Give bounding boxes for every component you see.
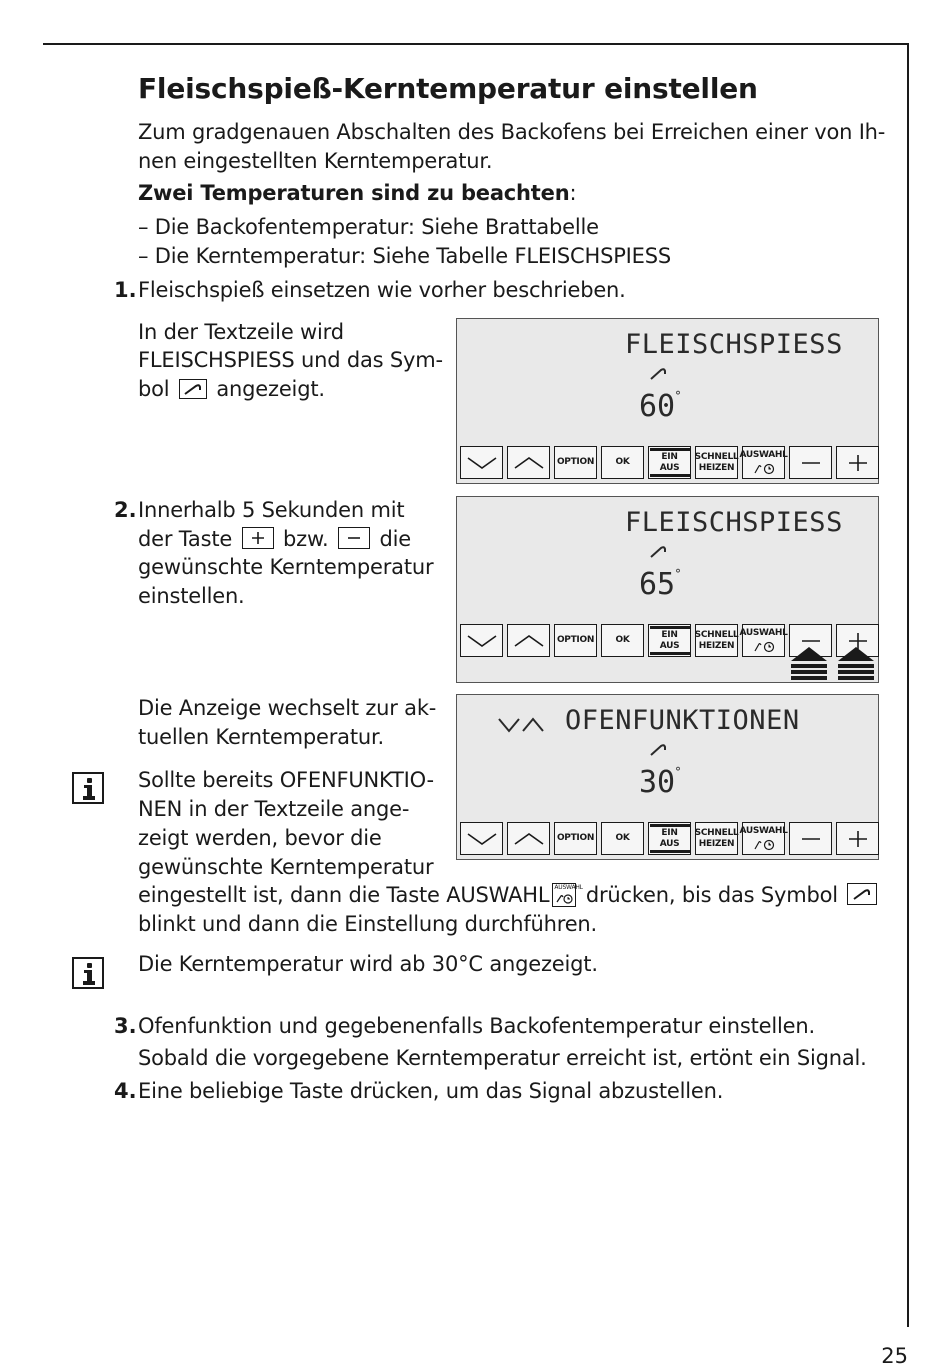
lcd-text-line: OFENFUNKTIONEN: [565, 705, 800, 736]
intro-line-1: Zum gradgenauen Abschalten des Backofens bei Erreichen einer von Ih-: [138, 120, 886, 144]
bold-label: Zwei Temperaturen sind zu beachten: [138, 181, 570, 205]
desc-3-a: bol: [138, 377, 170, 401]
ein-label: EIN: [650, 448, 690, 463]
info-icon: [72, 772, 104, 804]
display-change-line-2: tuellen Kerntemperatur.: [138, 725, 384, 749]
chevron-down-icon: [464, 829, 500, 849]
probe-clock-icon: [750, 461, 778, 475]
option-key[interactable]: [554, 624, 597, 657]
auswahl-label: AUSWAHL: [739, 450, 788, 460]
schnellheizen-key[interactable]: [695, 624, 738, 657]
schnell-label: SCHNELL: [694, 827, 739, 838]
minus-icon: [796, 453, 826, 473]
probe-clock-icon: [750, 837, 778, 851]
auswahl-key[interactable]: [739, 446, 788, 479]
chevron-down-icon: [464, 453, 500, 473]
step-1-desc-3: [138, 375, 325, 404]
probe-clock-icon: [750, 639, 778, 653]
note-1-line-4: gewünschte Kerntemperatur: [138, 855, 434, 879]
lcd-degree: °: [675, 765, 681, 779]
ok-label: OK: [615, 457, 630, 467]
option-label: OPTION: [556, 833, 595, 843]
step-1-desc-1: In der Textzeile wird: [138, 320, 344, 344]
auswahl-small-label: AUSWAHL: [554, 884, 583, 891]
lcd-temperature: 30: [639, 765, 676, 800]
option-label: OPTION: [556, 635, 595, 645]
step-2-line-3: gewünschte Kerntemperatur: [138, 555, 434, 579]
note-2-text: Die Kerntemperatur wird ab 30°C angezeigt.: [138, 952, 598, 976]
line-5-b: drücken, bis das Symbol: [585, 883, 838, 907]
display-change-line-1: Die Anzeige wechselt zur ak-: [138, 696, 437, 720]
heizen-label: HEIZEN: [698, 838, 735, 849]
ein-aus-key[interactable]: [648, 446, 691, 479]
schnell-label: SCHNELL: [694, 451, 739, 462]
line-2-a: der Taste: [138, 527, 233, 551]
up-key[interactable]: [507, 624, 550, 657]
option-key[interactable]: [554, 446, 597, 479]
page-number: 25: [881, 1344, 908, 1368]
minus-key-icon: [338, 527, 370, 549]
bullet-oven-temp: – Die Backofentemperatur: Siehe Brattabelle: [138, 215, 599, 239]
meat-probe-symbol-icon: [847, 883, 877, 905]
control-panel-display: [456, 496, 879, 683]
lcd-text-line: FLEISCHSPIESS: [625, 329, 843, 360]
intro-bold-line: [138, 179, 576, 208]
line-5-a: eingestellt ist, dann die Taste AUSWAHL: [138, 883, 550, 907]
ein-aus-key[interactable]: [648, 624, 691, 657]
plus-key-icon: [242, 527, 274, 549]
step-2-line-4: einstellen.: [138, 584, 245, 608]
step-1-number: 1.: [114, 278, 137, 302]
lcd-temperature: 65: [639, 567, 676, 602]
up-key[interactable]: [507, 446, 550, 479]
ok-key[interactable]: [601, 446, 644, 479]
step-4-text: Eine beliebige Taste drücken, um das Signal abzustellen.: [138, 1079, 724, 1103]
step-2-line-2: [138, 525, 411, 554]
auswahl-key[interactable]: [739, 822, 788, 855]
meat-probe-icon: [649, 543, 673, 559]
ein-label: EIN: [650, 824, 690, 839]
step-2-line-1: Innerhalb 5 Sekunden mit: [138, 498, 405, 522]
lcd-degree: °: [675, 389, 681, 403]
lcd-text-line: FLEISCHSPIESS: [625, 507, 843, 538]
option-label: OPTION: [556, 457, 595, 467]
info-icon: [72, 957, 104, 989]
auswahl-key-icon: [552, 883, 583, 907]
auswahl-label: AUSWAHL: [739, 628, 788, 638]
line-2-c: die: [379, 527, 411, 551]
step-1-desc-2: FLEISCHSPIESS und das Sym-: [138, 348, 443, 372]
schnellheizen-key[interactable]: [695, 822, 738, 855]
bold-colon: :: [569, 181, 577, 205]
plus-icon: [843, 829, 873, 849]
note-1-line-6: blinkt und dann die Einstellung durchführen.: [138, 912, 598, 936]
down-key[interactable]: [460, 822, 503, 855]
heizen-label: HEIZEN: [698, 640, 735, 651]
schnell-label: SCHNELL: [694, 629, 739, 640]
chevron-down-up-icon: [497, 713, 567, 735]
ok-label: OK: [615, 833, 630, 843]
ein-aus-key[interactable]: [648, 822, 691, 855]
step-4-number: 4.: [114, 1079, 137, 1103]
aus-label: AUS: [650, 839, 690, 853]
control-panel-display: [456, 694, 879, 860]
step-3-line-1: Ofenfunktion und gegebenenfalls Backofentemperatur einstellen.: [138, 1014, 815, 1038]
plus-key[interactable]: [836, 822, 879, 855]
step-1-text: Fleischspieß einsetzen wie vorher beschrieben.: [138, 278, 626, 302]
lcd-degree: °: [675, 567, 681, 581]
ok-key[interactable]: [601, 822, 644, 855]
step-2-number: 2.: [114, 498, 137, 522]
top-rule: [43, 43, 909, 45]
intro-line-2: nen eingestellten Kerntemperatur.: [138, 149, 493, 173]
note-1-line-2: NEN in der Textzeile ange-: [138, 797, 410, 821]
step-3-line-2: Sobald die vorgegebene Kerntemperatur erreicht ist, ertönt ein Signal.: [138, 1046, 867, 1070]
ok-key[interactable]: [601, 624, 644, 657]
minus-icon: [796, 829, 826, 849]
meat-probe-icon: [649, 365, 673, 381]
aus-label: AUS: [650, 641, 690, 655]
press-arrow-icon: [787, 645, 831, 681]
right-rule: [907, 43, 909, 1327]
plus-key[interactable]: [836, 446, 879, 479]
desc-3-b: angezeigt.: [216, 377, 325, 401]
schnellheizen-key[interactable]: [695, 446, 738, 479]
note-1-line-1: Sollte bereits OFENFUNKTIO-: [138, 768, 434, 792]
up-key[interactable]: [507, 822, 550, 855]
chevron-down-icon: [464, 631, 500, 651]
key-row: [460, 446, 877, 480]
ein-label: EIN: [650, 626, 690, 641]
meat-probe-symbol-icon: [179, 379, 207, 399]
plus-icon: [843, 453, 873, 473]
bullet-core-temp: – Die Kerntemperatur: Siehe Tabelle FLEISCHSPIESS: [138, 244, 671, 268]
ok-label: OK: [615, 635, 630, 645]
heizen-label: HEIZEN: [698, 462, 735, 473]
step-3-number: 3.: [114, 1014, 137, 1038]
note-1-line-3: zeigt werden, bevor die: [138, 826, 382, 850]
lcd-temperature: 60: [639, 389, 676, 424]
chevron-up-icon: [511, 631, 547, 651]
minus-key[interactable]: [789, 446, 832, 479]
press-arrow-icon: [834, 645, 878, 681]
page-title: Fleischspieß-Kerntemperatur einstellen: [138, 72, 758, 105]
meat-probe-icon: [649, 741, 673, 757]
down-key[interactable]: [460, 624, 503, 657]
auswahl-label: AUSWAHL: [739, 826, 788, 836]
line-2-b: bzw.: [283, 527, 329, 551]
minus-key[interactable]: [789, 822, 832, 855]
option-key[interactable]: [554, 822, 597, 855]
chevron-up-icon: [511, 453, 547, 473]
key-row: [460, 822, 877, 856]
chevron-up-icon: [511, 829, 547, 849]
control-panel-display: [456, 318, 879, 484]
down-key[interactable]: [460, 446, 503, 479]
auswahl-key[interactable]: [739, 624, 788, 657]
aus-label: AUS: [650, 463, 690, 477]
note-1-line-5: [138, 881, 880, 910]
